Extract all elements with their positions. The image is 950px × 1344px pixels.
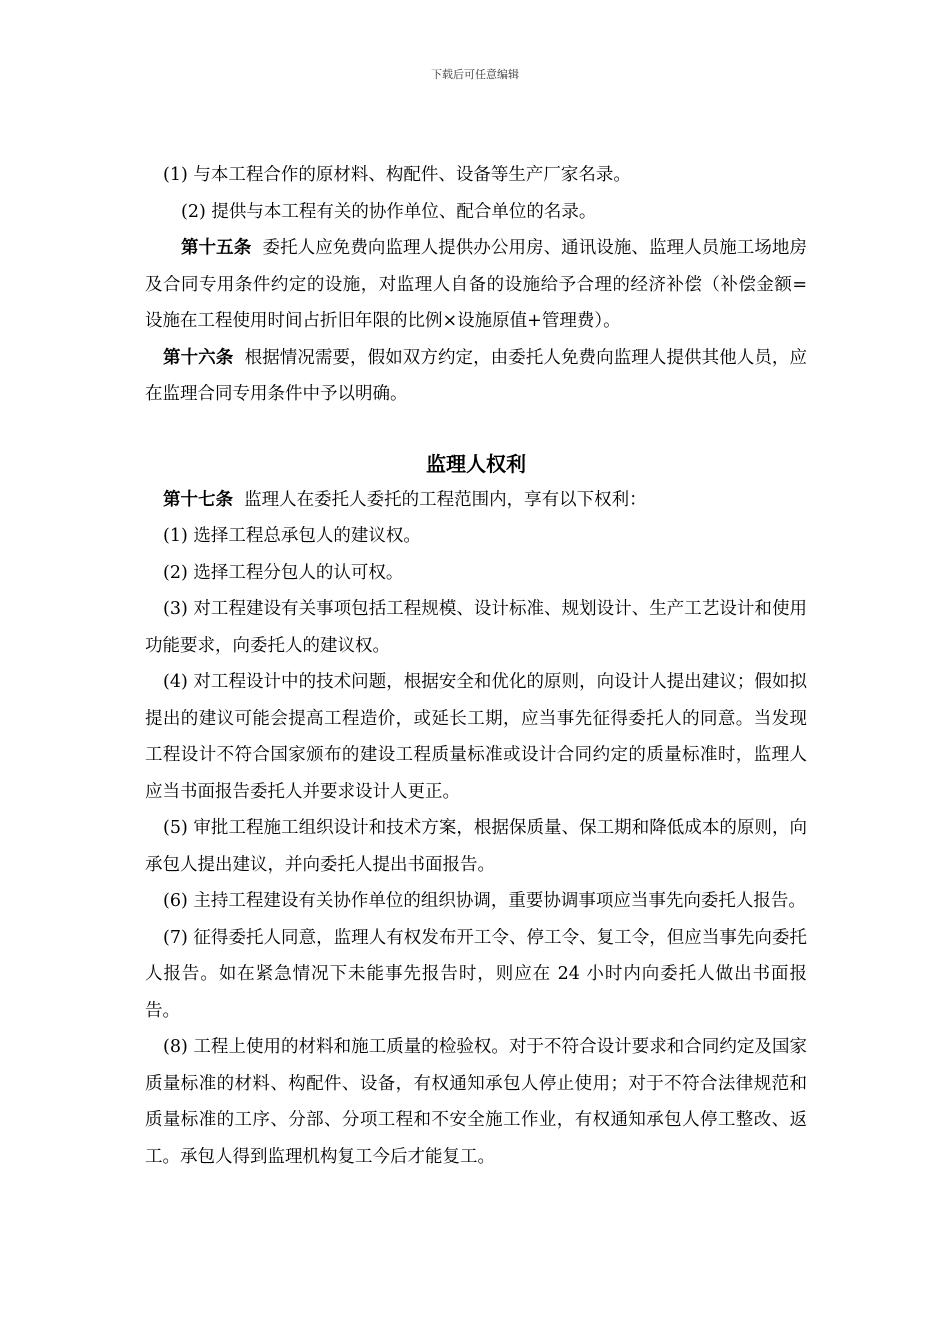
- article-17-text: 监理人在委托人委托的工程范围内，享有以下权利：: [244, 489, 647, 510]
- article-15: [145, 230, 807, 340]
- right-item-2: (2) 选择工程分包人的认可权。: [163, 562, 404, 583]
- article-16-label: 第十六条: [163, 347, 234, 368]
- article-15-text: 委托人应免费向监理人提供办公用房、通讯设施、监理人员施工场地房及合同专用条件约定的设施，对监理人自备的设施给予合理的经济补偿（补偿金额=设施在工程使用时间占折旧年限的比例×设施原值+管理费）。: [145, 238, 807, 331]
- item-2-partners: (2) 提供与本工程有关的协作单位、配合单位的名录。: [181, 201, 597, 222]
- page-header: 下载后可任意编辑: [431, 68, 519, 81]
- right-item-1: (1) 选择工程总承包人的建议权。: [163, 526, 421, 546]
- section-title: 监理人权利: [426, 451, 526, 476]
- article-16: [145, 340, 807, 413]
- item-1-suppliers: (1) 与本工程合作的原材料、构配件、设备等生产厂家名录。: [163, 165, 631, 185]
- right-item-6: (6) 主持工程建设有关协作单位的组织协调，重要协调事项应当事先向委托人报告。: [163, 891, 806, 911]
- document-body: [145, 157, 807, 1175]
- right-item-8: (8) 工程上使用的材料和施工质量的检验权。对于不符合设计要求和合同约定及国家质量标准的材料、构配件、设备，有权通知承包人停止使用；对于不符合法律规范和质量标准的工序、分部、分项工程和不安全施工作业，有权通知承包人停工整改、返工。承包人得到监理机构复工今后才能复工。: [145, 1037, 807, 1167]
- right-item-7: (7) 征得委托人同意，监理人有权发布开工令、停工令、复工令，但应当事先向委托人报告。如在紧急情况下未能事先报告时，则应在 24 小时内向委托人做出书面报告。: [145, 927, 807, 1021]
- right-item-4: (4) 对工程设计中的技术问题，根据安全和优化的原则，向设计人提出建议；假如拟提出的建议可能会提高工程造价，或延长工期，应当事先征得委托人的同意。当发现工程设计不符合国家颁布的建设工程质量标准或设计合同约定的质量标准时，监理人应当书面报告委托人并要求设计人更正。: [145, 672, 807, 802]
- article-17: [145, 482, 807, 519]
- article-17-label: 第十七条: [163, 489, 233, 510]
- article-15-label: 第十五条: [181, 238, 252, 258]
- right-item-5: (5) 审批工程施工组织设计和技术方案，根据保质量、保工期和降低成本的原则，向承包人提出建议，并向委托人提出书面报告。: [145, 818, 807, 875]
- right-item-3: (3) 对工程建设有关事项包括工程规模、设计标准、规划设计、生产工艺设计和使用功能要求，向委托人的建议权。: [145, 599, 807, 656]
- article-16-text: 根据情况需要，假如双方约定，由委托人免费向监理人提供其他人员，应在监理合同专用条件中予以明确。: [145, 347, 807, 404]
